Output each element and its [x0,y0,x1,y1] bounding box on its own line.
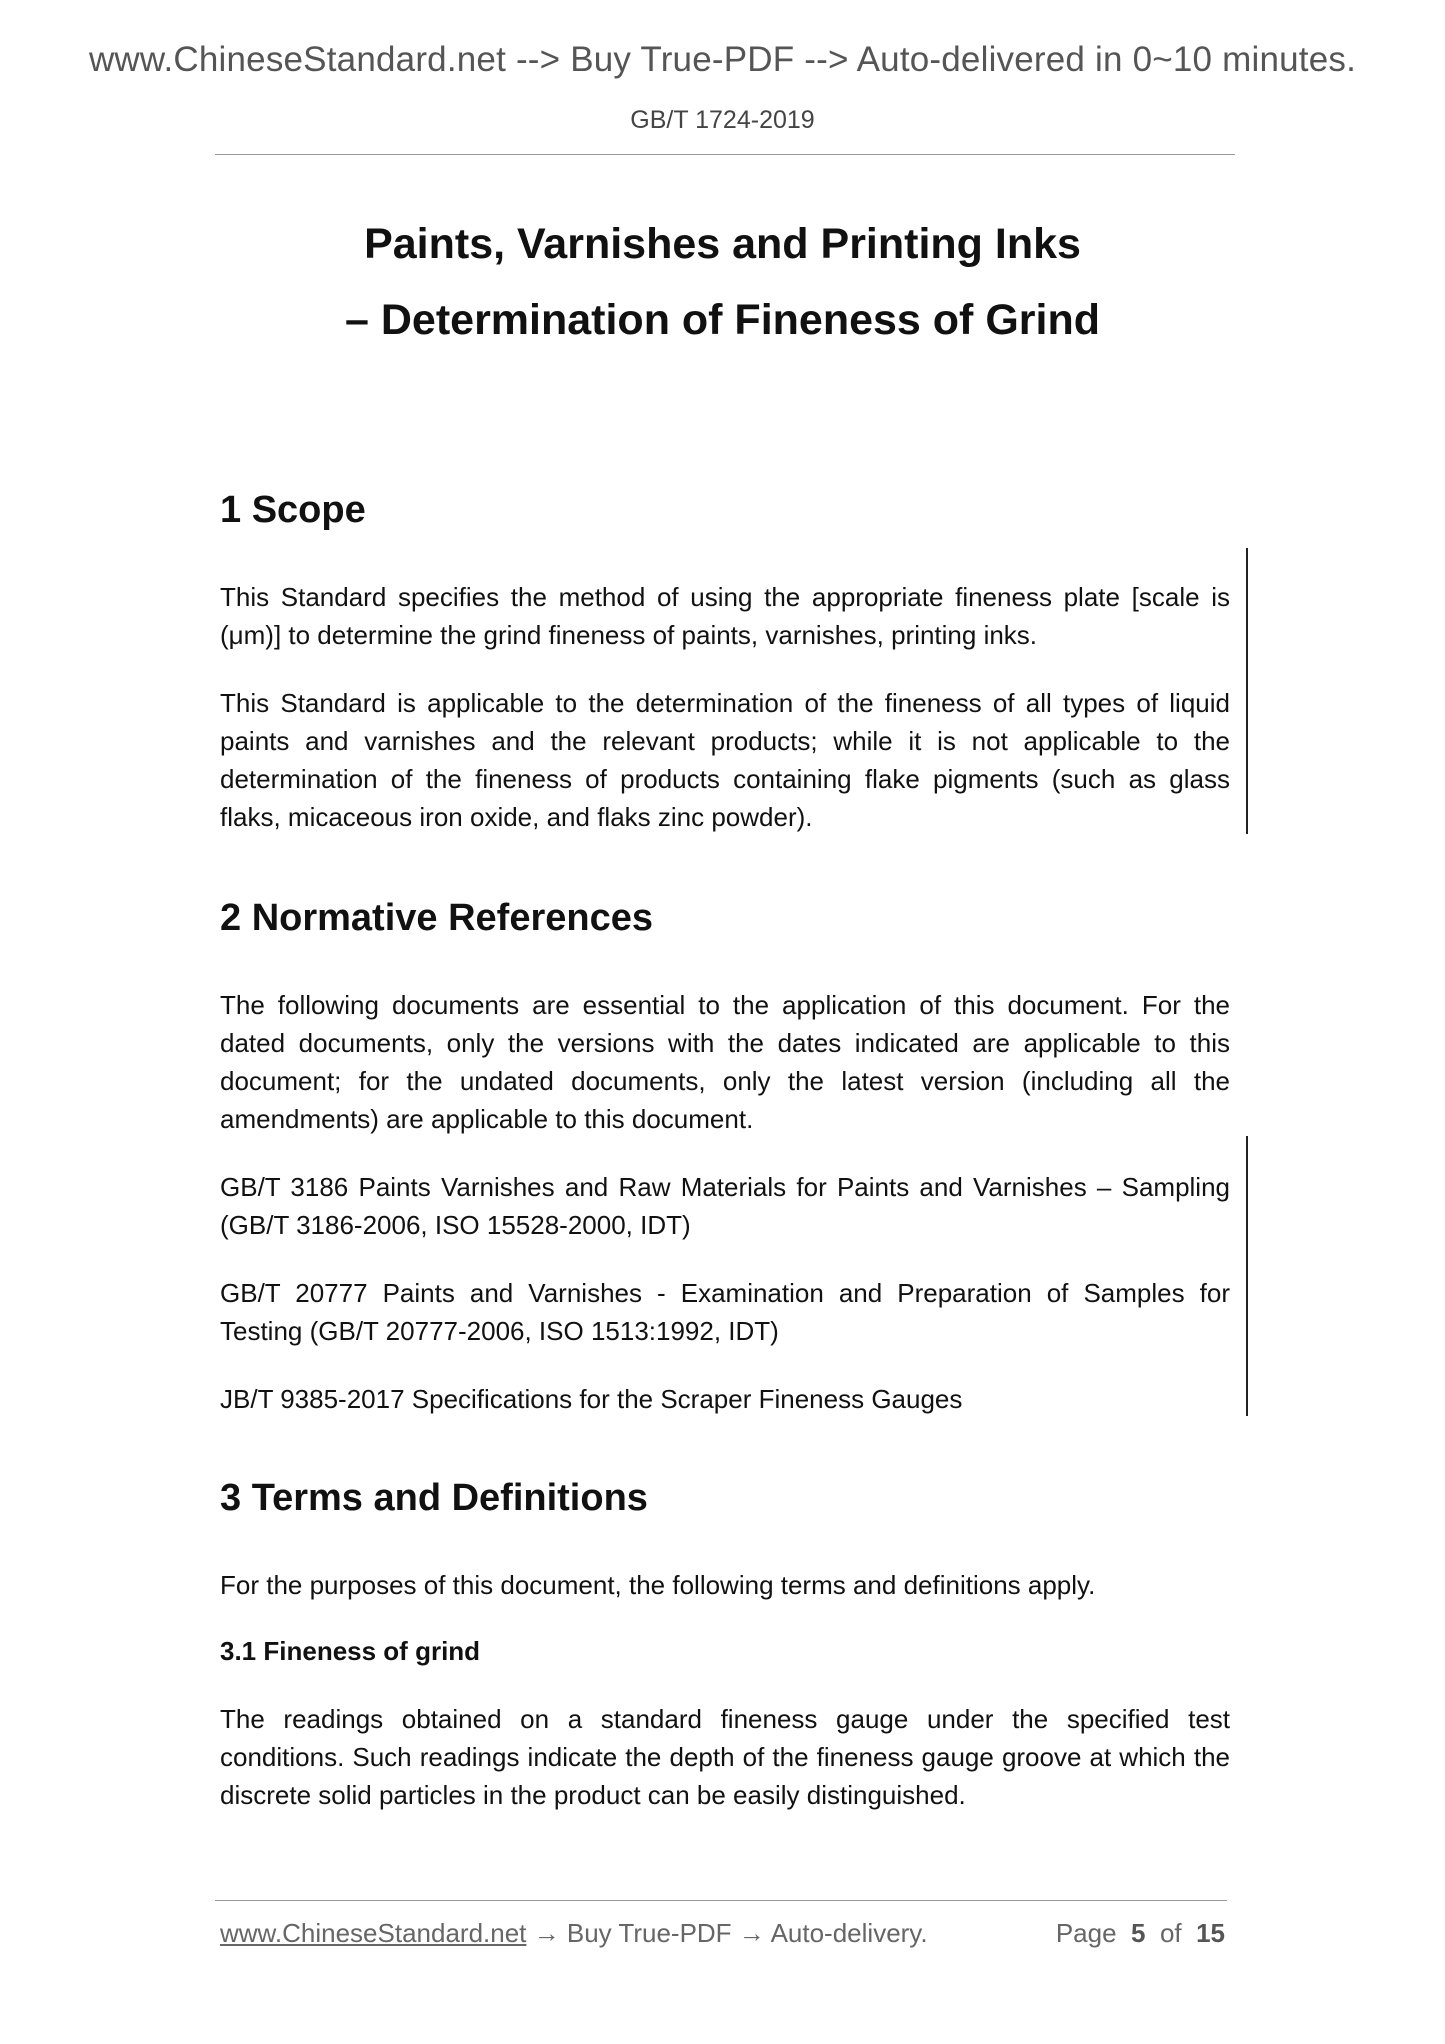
section-1-heading: 1 Scope [220,489,366,531]
reference-item: GB/T 20777 Paints and Varnishes - Examination and Preparation of Samples for Testing (GB/T 20777-2006, ISO 1513:1992, IDT) [220,1278,1230,1346]
section-3-paragraph-2: The readings obtained on a standard fineness gauge under the specified test conditions. Such readings indicate the depth of the fineness gauge groove at which the discrete solid particles in the product can be easily distinguished. [220,1704,1230,1810]
page-total: 15 [1196,1918,1225,1948]
title-line-1: Paints, Varnishes and Printing Inks [364,220,1081,268]
section-2-paragraph-1: The following documents are essential to the application of this document. For the dated documents, only the versions with the dates indicated are applicable to this document; for the undated documents, only the latest version (including all the amendments) are applicable to this document. [220,990,1230,1134]
section-3-paragraph-1: For the purposes of this document, the following terms and definitions apply. [220,1570,1096,1600]
reference-item: JB/T 9385-2017 Specifications for the Scraper Fineness Gauges [220,1384,963,1414]
section-1-paragraph-1: This Standard specifies the method of using the appropriate fineness plate [scale is (μm)] to determine the grind fineness of paints, varnishes, printing inks. [220,582,1230,650]
subsection-3-1-heading: 3.1 Fineness of grind [220,1636,481,1666]
top-banner: www.ChineseStandard.net --> Buy True-PDF --> Auto-delivered in 0~10 minutes. [88,40,1357,79]
reference-item: GB/T 3186 Paints Varnishes and Raw Materials for Paints and Varnishes – Sampling (GB/T 3186-2006, ISO 15528-2000, IDT) [220,1172,1230,1240]
page-label: Page [1055,1918,1117,1948]
page-current: 5 [1131,1918,1146,1948]
document-title [0,206,1445,358]
footer-divider [215,1900,1227,1901]
section-1-paragraph-2: This Standard is applicable to the determination of the fineness of all types of liquid paints and varnishes and the relevant products; while it is not applicable to the determination of the fineness of products containing flake pigments (such as glass flaks, micaceous iron oxide, and flaks zinc powder). [220,688,1230,832]
footer-site-link[interactable]: www.ChineseStandard.net [220,1918,527,1948]
page-of-label: of [1159,1918,1182,1948]
footer-promo [220,1918,928,1949]
footer-promo-text: → Buy True-PDF → Auto-delivery. [526,1918,928,1948]
section-3-heading: 3 Terms and Definitions [220,1477,648,1519]
change-bar [1246,1136,1248,1416]
title-line-2: – Determination of Fineness of Grind [345,296,1100,344]
standard-code: GB/T 1724-2019 [630,106,815,134]
header-divider [215,154,1235,155]
page-number [1056,1918,1225,1949]
section-2-heading: 2 Normative References [220,897,653,939]
change-bar [1246,548,1248,834]
